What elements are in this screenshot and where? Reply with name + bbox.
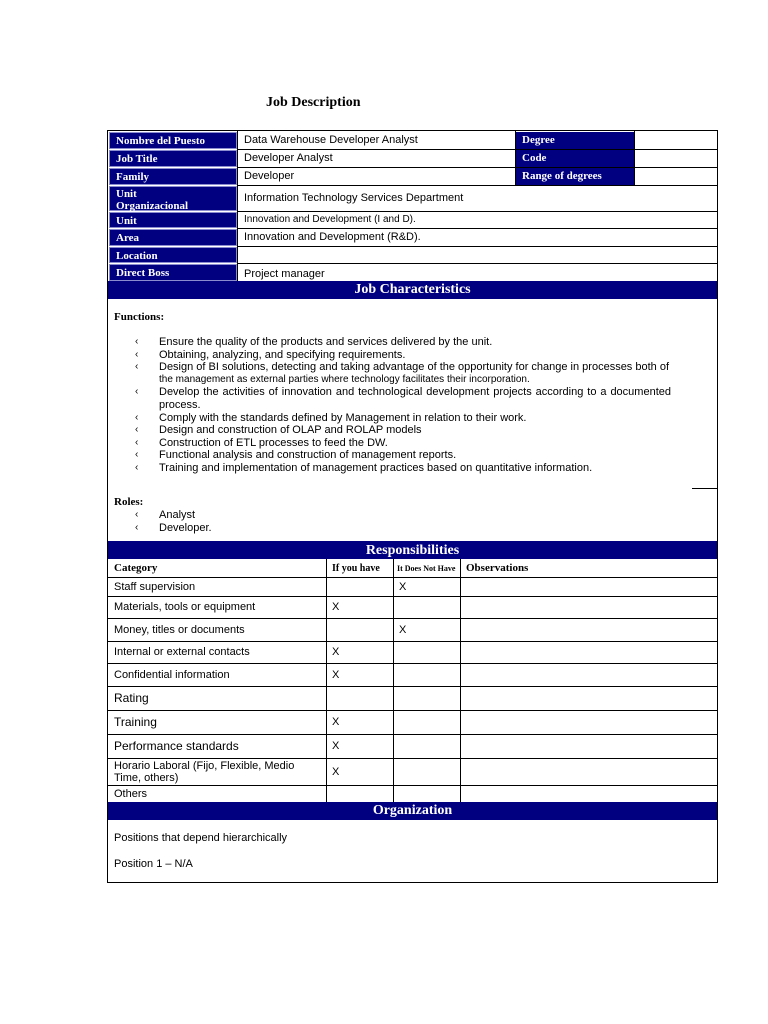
label-org-unit-line2: Organizacional bbox=[116, 200, 189, 212]
table-cell-not-have: X bbox=[399, 623, 407, 636]
list-item: ‹ Ensure the quality of the products and services delivered by the unit. bbox=[135, 336, 493, 348]
divider bbox=[108, 663, 717, 664]
table-cell-not-have bbox=[393, 596, 460, 618]
divider bbox=[237, 228, 717, 229]
divider bbox=[460, 559, 461, 802]
bullet-icon: ‹ bbox=[135, 361, 139, 373]
organization-position-1: Position 1 – N/A bbox=[114, 858, 193, 870]
divider bbox=[108, 710, 717, 711]
column-header-have: If you have bbox=[332, 562, 380, 574]
functions-list bbox=[108, 336, 671, 475]
table-cell-not-have bbox=[393, 758, 460, 785]
divider bbox=[237, 131, 238, 281]
table-cell-observations bbox=[460, 618, 717, 641]
divider bbox=[108, 577, 717, 578]
label-area: Area bbox=[109, 229, 237, 246]
organization-heading: Organization bbox=[108, 802, 717, 820]
list-item: ‹ Construction of ETL processes to feed the DW. bbox=[135, 436, 388, 449]
bullet-icon: ‹ bbox=[135, 386, 139, 398]
label-org-unit bbox=[109, 186, 237, 211]
table-row: Training bbox=[114, 715, 157, 729]
responsibilities-table bbox=[108, 559, 717, 802]
roles-label: Roles: bbox=[114, 496, 144, 508]
value-range-of-degrees bbox=[635, 167, 717, 185]
bullet-icon: ‹ bbox=[135, 436, 139, 448]
table-cell-have: X bbox=[332, 740, 340, 752]
value-position-name: Data Warehouse Developer Analyst bbox=[244, 134, 418, 146]
table-cell-have bbox=[326, 785, 393, 802]
value-unit: Innovation and Development (I and D). bbox=[244, 214, 416, 225]
divider bbox=[108, 686, 717, 687]
job-description-form bbox=[107, 130, 718, 883]
list-item: ‹ Comply with the standards defined by Management in relation to their work. bbox=[135, 411, 527, 424]
bullet-icon: ‹ bbox=[135, 424, 139, 436]
table-cell-not-have: X bbox=[399, 580, 407, 593]
table-cell-have: X bbox=[332, 668, 340, 681]
responsibilities-heading: Responsibilities bbox=[108, 541, 717, 559]
value-area: Innovation and Development (R&D). bbox=[244, 231, 421, 243]
table-row: Horario Laboral (Fijo, Flexible, Medio Time, others) bbox=[114, 759, 295, 784]
divider bbox=[237, 185, 717, 186]
column-header-not-have: It Does Not Have bbox=[397, 563, 456, 573]
list-item: ‹ Design of BI solutions, detecting and taking advantage of the opportunity for change in processes both of bbox=[135, 361, 670, 374]
list-item: ‹ Develop the activities of innovation and technological development projects according to a documented process. bbox=[135, 386, 671, 411]
column-header-category: Category bbox=[114, 562, 158, 574]
divider bbox=[237, 263, 717, 264]
label-range-of-degrees: Range of degrees bbox=[516, 168, 634, 185]
table-cell-have: X bbox=[332, 765, 340, 778]
list-item: ‹ Functional analysis and construction of management reports. bbox=[135, 449, 457, 462]
table-cell-observations bbox=[460, 577, 717, 596]
divider bbox=[326, 559, 327, 802]
label-location: Location bbox=[109, 247, 237, 263]
table-cell-observations bbox=[460, 663, 717, 686]
list-item: ‹ Analyst bbox=[135, 509, 196, 521]
divider bbox=[108, 758, 717, 759]
table-cell-have bbox=[326, 618, 393, 641]
table-cell-not-have bbox=[393, 641, 460, 663]
divider bbox=[237, 246, 717, 247]
divider bbox=[237, 211, 717, 212]
bullet-icon: ‹ bbox=[135, 411, 139, 423]
value-code bbox=[635, 149, 717, 167]
list-item: ‹ Developer. bbox=[135, 521, 212, 534]
table-cell-have bbox=[326, 577, 393, 596]
divider bbox=[634, 131, 635, 185]
table-row: Money, titles or documents bbox=[114, 623, 245, 636]
label-direct-boss: Direct Boss bbox=[109, 264, 237, 281]
divider bbox=[108, 641, 717, 642]
divider bbox=[237, 167, 717, 168]
value-org-unit: Information Technology Services Department bbox=[244, 192, 464, 204]
label-org-unit-line1: Unit bbox=[116, 188, 137, 200]
divider bbox=[108, 785, 717, 786]
table-cell-observations bbox=[460, 596, 717, 618]
table-cell-observations bbox=[460, 734, 717, 758]
job-characteristics-heading: Job Characteristics bbox=[108, 281, 717, 299]
table-cell-not-have bbox=[393, 734, 460, 758]
value-job-title: Developer Analyst bbox=[244, 152, 333, 164]
table-cell-observations bbox=[460, 710, 717, 734]
divider bbox=[692, 488, 718, 489]
divider bbox=[237, 149, 717, 150]
roles-list bbox=[108, 509, 408, 534]
bullet-icon: ‹ bbox=[135, 461, 139, 473]
functions-label: Functions: bbox=[114, 311, 165, 323]
table-cell-observations bbox=[460, 758, 717, 785]
table-cell-have: X bbox=[332, 646, 340, 658]
table-cell-observations bbox=[460, 686, 717, 710]
value-direct-boss: Project manager bbox=[244, 268, 325, 280]
bullet-icon: ‹ bbox=[135, 336, 139, 347]
value-family: Developer bbox=[244, 170, 295, 182]
label-position-name: Nombre del Puesto bbox=[109, 132, 237, 149]
list-item: ‹ Obtaining, analyzing, and specifying requirements. bbox=[135, 348, 406, 361]
divider bbox=[393, 559, 394, 802]
label-family: Family bbox=[109, 168, 237, 185]
bullet-icon: ‹ bbox=[135, 348, 139, 360]
table-row: Others bbox=[114, 787, 148, 800]
table-cell-not-have bbox=[393, 686, 460, 710]
divider bbox=[108, 596, 717, 597]
table-cell-not-have bbox=[393, 785, 460, 802]
divider bbox=[515, 131, 516, 185]
label-code: Code bbox=[516, 150, 634, 167]
table-row: Confidential information bbox=[114, 668, 230, 681]
table-row: Rating bbox=[114, 691, 149, 705]
table-cell-not-have bbox=[393, 663, 460, 686]
table-cell-observations bbox=[460, 641, 717, 663]
table-row: Staff supervision bbox=[114, 580, 196, 593]
table-cell-have bbox=[326, 686, 393, 710]
table-cell-not-have bbox=[393, 710, 460, 734]
table-cell-have: X bbox=[332, 601, 340, 613]
list-item: ‹ Training and implementation of management practices based on quantitative information. bbox=[135, 461, 593, 474]
bullet-icon: ‹ bbox=[135, 449, 139, 461]
table-cell-have: X bbox=[332, 716, 340, 728]
table-row: Performance standards bbox=[114, 739, 239, 753]
list-item: the management as external parties where technology facilitates their incorporation. bbox=[159, 373, 530, 385]
divider bbox=[108, 734, 717, 735]
label-job-title: Job Title bbox=[109, 150, 237, 167]
bullet-icon: ‹ bbox=[135, 521, 139, 533]
label-unit: Unit bbox=[109, 212, 237, 228]
bullet-icon: ‹ bbox=[135, 509, 139, 520]
column-header-observations: Observations bbox=[466, 562, 529, 574]
value-location bbox=[238, 246, 716, 263]
document-title: Job Description bbox=[266, 95, 361, 110]
value-degree bbox=[635, 131, 717, 149]
label-degree: Degree bbox=[516, 132, 634, 149]
list-item: ‹ Design and construction of OLAP and ROLAP models bbox=[135, 424, 422, 437]
table-row: Internal or external contacts bbox=[114, 646, 250, 658]
organization-positions-label: Positions that depend hierarchically bbox=[114, 832, 288, 844]
divider bbox=[108, 618, 717, 619]
table-row: Materials, tools or equipment bbox=[114, 601, 256, 613]
table-cell-observations bbox=[460, 785, 717, 802]
